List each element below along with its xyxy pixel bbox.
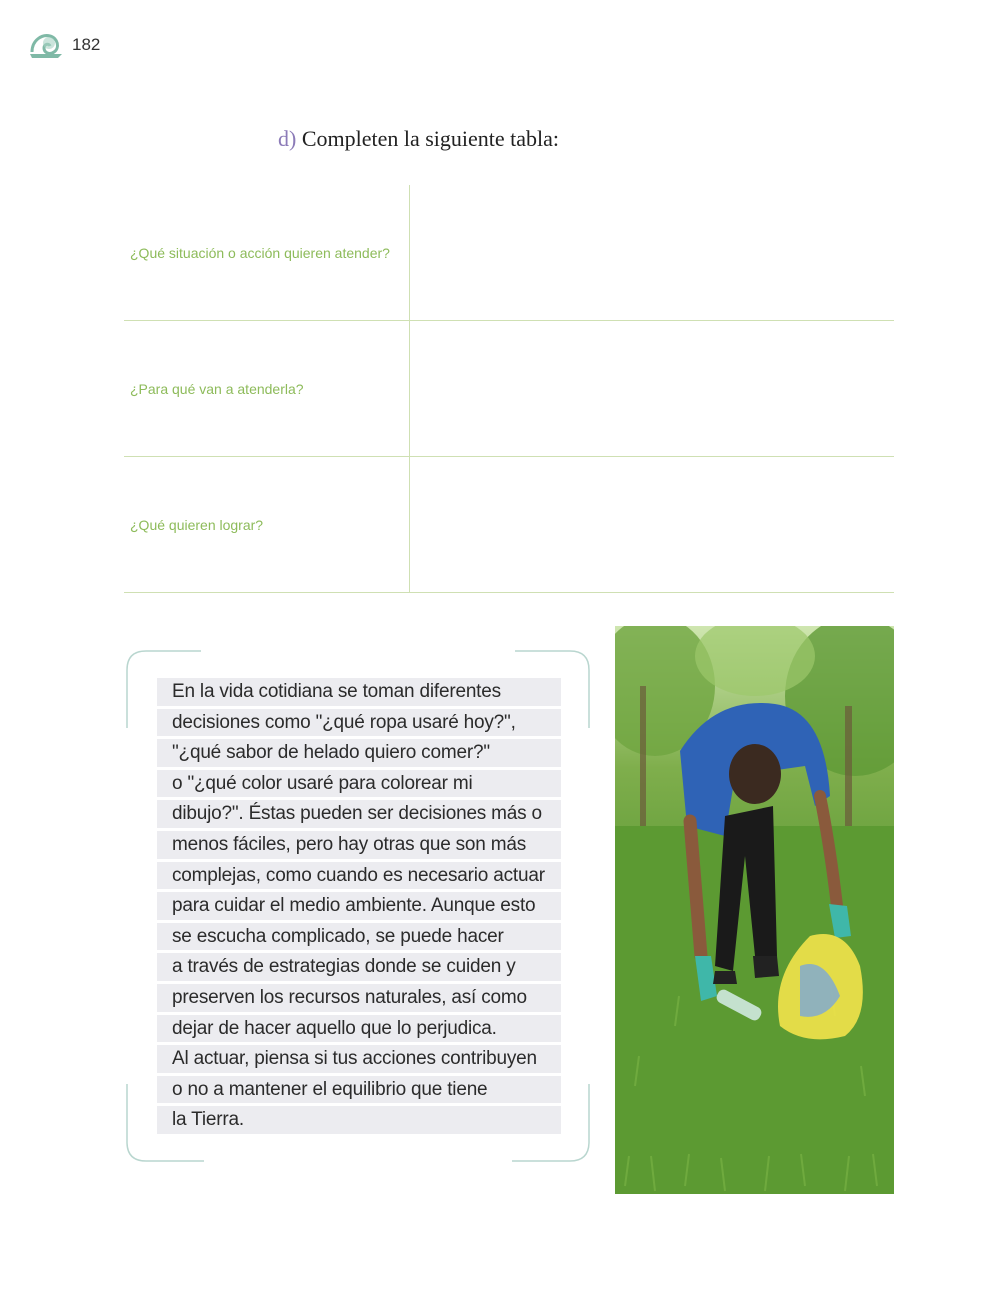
- instruction-heading: [278, 126, 559, 152]
- answer-cell[interactable]: [410, 457, 894, 592]
- text-line: Al actuar, piensa si tus acciones contribuyen: [157, 1045, 561, 1073]
- textbox-body: [157, 678, 561, 1137]
- text-line: En la vida cotidiana se toman diferentes: [157, 678, 561, 706]
- question-label: ¿Qué situación o acción quieren atender?: [124, 185, 410, 320]
- question-label: ¿Para qué van a atenderla?: [124, 321, 410, 456]
- text-line: preserven los recursos naturales, así como: [157, 984, 561, 1012]
- snail-icon: [28, 30, 64, 60]
- page-number: 182: [72, 35, 101, 54]
- text-line: o "¿qué color usaré para colorear mi: [157, 770, 561, 798]
- answer-cell[interactable]: [410, 185, 894, 320]
- text-line: complejas, como cuando es necesario actuar: [157, 862, 561, 890]
- instruction-text: Completen la siguiente tabla:: [301, 126, 560, 151]
- text-line: decisiones como "¿qué ropa usaré hoy?",: [157, 709, 561, 737]
- instruction-letter: d): [278, 126, 297, 151]
- text-line: se escucha complicado, se puede hacer: [157, 923, 561, 951]
- table-row: [124, 457, 894, 593]
- text-line: la Tierra.: [157, 1106, 561, 1134]
- text-line: dibujo?". Éstas pueden ser decisiones más o: [157, 800, 561, 828]
- photo-person-collecting-trash: [615, 626, 894, 1194]
- table-row: [124, 185, 894, 321]
- text-line: "¿qué sabor de helado quiero comer?": [157, 739, 561, 767]
- text-line: para cuidar el medio ambiente. Aunque esto: [157, 892, 561, 920]
- question-table: [124, 185, 894, 593]
- info-textbox: [126, 650, 590, 1162]
- person-collecting-trash-illustration: [615, 626, 894, 1194]
- text-line: dejar de hacer aquello que lo perjudica.: [157, 1015, 561, 1043]
- page-header: [28, 30, 100, 60]
- text-line: a través de estrategias donde se cuiden y: [157, 953, 561, 981]
- table-row: [124, 321, 894, 457]
- text-line: o no a mantener el equilibrio que tiene: [157, 1076, 561, 1104]
- question-label: ¿Qué quieren lograr?: [124, 457, 410, 592]
- answer-cell[interactable]: [410, 321, 894, 456]
- text-line: menos fáciles, pero hay otras que son más: [157, 831, 561, 859]
